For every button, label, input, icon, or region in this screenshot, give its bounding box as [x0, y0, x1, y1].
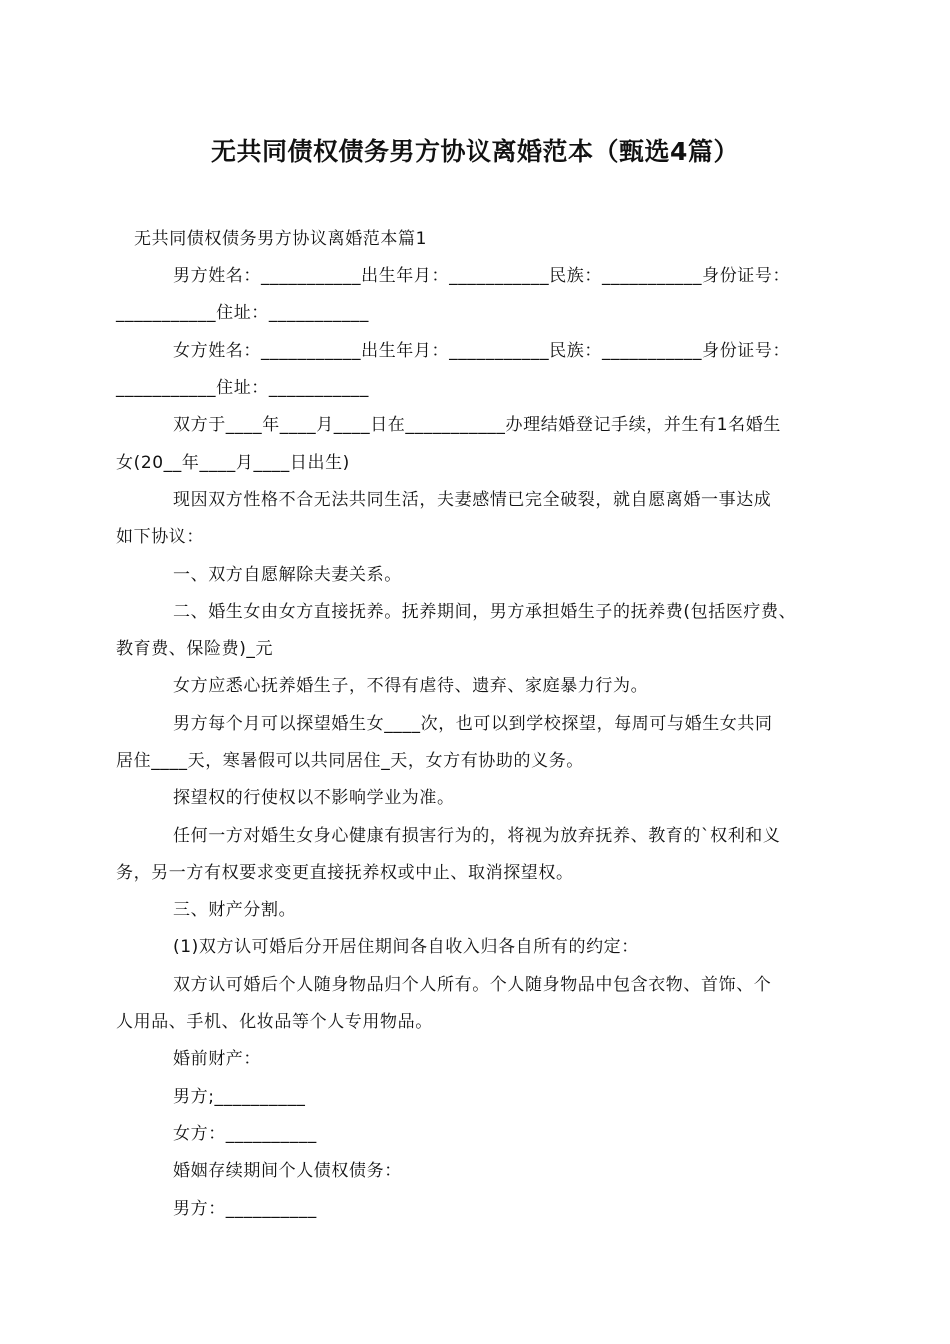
paragraph-line: 人用品、手机、化妆品等个人专用物品。 [116, 1012, 433, 1032]
paragraph-line: 务，另一方有权要求变更直接抚养权或中止、取消探望权。 [116, 863, 574, 883]
clause-heading: 三、财产分割。 [173, 900, 297, 920]
paragraph-line: 探望权的行使权以不影响学业为准。 [173, 788, 455, 808]
paragraph-line: 双方认可婚后个人随身物品归个人所有。个人随身物品中包含衣物、首饰、个 [173, 975, 772, 995]
paragraph-line: 女(20__年____月____日出生) [116, 453, 350, 473]
paragraph-line: 任何一方对婚生女身心健康有损害行为的，将视为放弃抚养、教育的`权利和义 [173, 826, 781, 846]
paragraph-line: 女方应悉心抚养婚生子，不得有虐待、遗弃、家庭暴力行为。 [173, 676, 649, 696]
paragraph-line: 男方：__________ [173, 1199, 317, 1219]
document-title: 无共同债权债务男方协议离婚范本（甄选4篇） [211, 137, 739, 166]
paragraph-line: 教育费、保险费)_元 [116, 639, 274, 659]
paragraph-line: 现因双方性格不合无法共同生活，夫妻感情已完全破裂，就自愿离婚一事达成 [173, 490, 772, 510]
paragraph-line: 居住____天，寒暑假可以共同居住_天，女方有协助的义务。 [116, 751, 584, 771]
paragraph-line: 女方：__________ [173, 1124, 317, 1144]
paragraph-line: 男方;__________ [173, 1087, 306, 1107]
paragraph-line: 男方每个月可以探望婚生女____次，也可以到学校探望，每周可与婚生女共同 [173, 714, 773, 734]
paragraph-line: 婚前财产： [173, 1049, 261, 1069]
paragraph-line: 双方于____年____月____日在___________办理结婚登记手续，并生有1名婚生 [173, 415, 781, 435]
paragraph-line: 女方姓名：___________出生年月：___________民族：___________身份证号： [173, 341, 791, 361]
paragraph-line: (1)双方认可婚后分开居住期间各自收入归各自所有的约定： [173, 937, 639, 957]
paragraph-line: 婚姻存续期间个人债权债务： [173, 1161, 402, 1181]
paragraph-line: 二、婚生女由女方直接抚养。抚养期间，男方承担婚生子的抚养费(包括医疗费、 [173, 602, 797, 622]
clause-heading: 一、双方自愿解除夫妻关系。 [173, 565, 402, 585]
section-heading: 无共同债权债务男方协议离婚范本篇1 [134, 229, 428, 249]
paragraph-line: 如下协议： [116, 527, 204, 547]
paragraph-line: ___________住址：___________ [116, 303, 369, 323]
paragraph-line: 男方姓名：___________出生年月：___________民族：___________身份证号： [173, 266, 791, 286]
paragraph-line: ___________住址：___________ [116, 378, 369, 398]
